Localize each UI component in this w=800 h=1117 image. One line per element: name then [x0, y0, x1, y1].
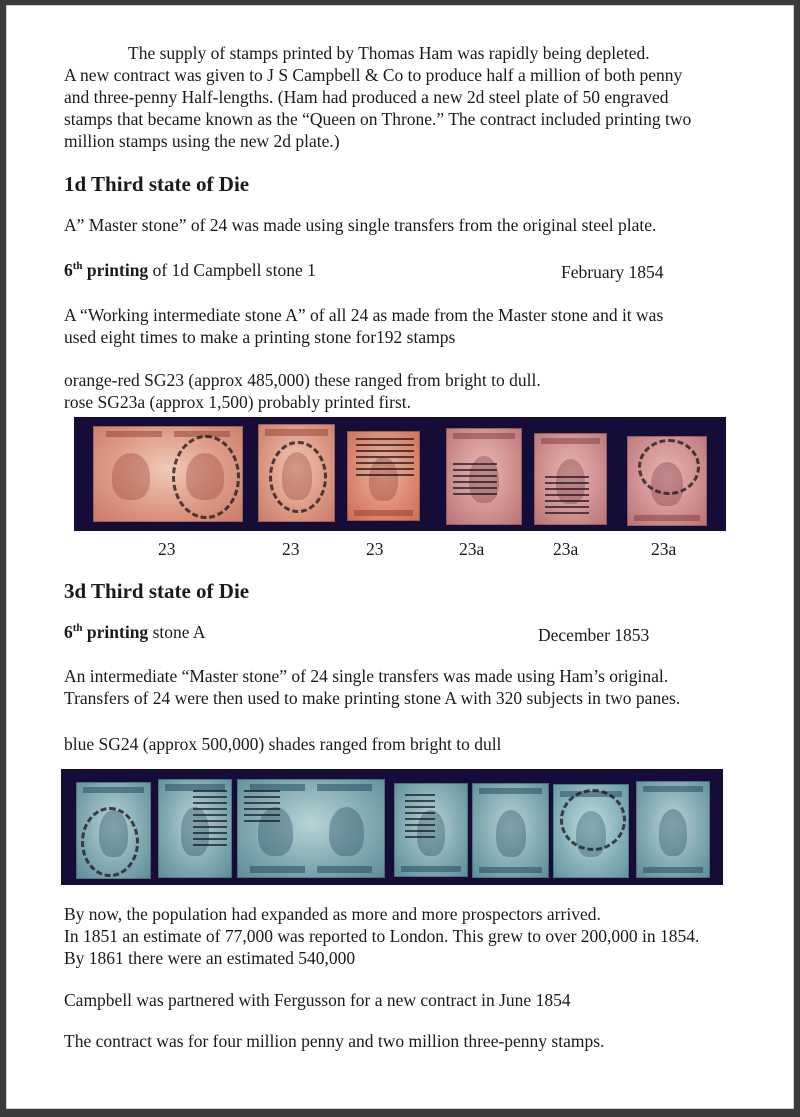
stamp-23a — [534, 433, 607, 525]
printing-ordinal: th — [72, 622, 83, 634]
working-stone-text — [64, 304, 663, 348]
stamp-24 — [158, 779, 232, 878]
partnership-text: Campbell was partnered with Fergusson for a new contract in June 1854 — [64, 990, 571, 1010]
printing-detail: of 1d Campbell stone 1 — [148, 260, 316, 280]
shade-3d-text: blue SG24 (approx 500,000) shades ranged from bright to dull — [64, 734, 502, 754]
intro-line: stamps that became known as the “Queen on Throne.” The contract included printing two — [64, 109, 692, 129]
intro-line: million stamps using the new 2d plate.) — [64, 131, 340, 151]
printing-3d-line — [64, 621, 206, 643]
album-page — [6, 5, 794, 1109]
printing-number: 6 — [64, 260, 73, 280]
stamp-caption: 23a — [459, 539, 485, 559]
intro-line: The supply of stamps printed by Thomas Ham was rapidly being depleted. — [128, 43, 650, 63]
stamp-strip-1d — [74, 417, 726, 531]
population-text — [64, 903, 699, 969]
population-line: By 1861 there were an estimated 540,000 — [64, 948, 356, 968]
printing-label: printing — [82, 260, 149, 280]
printing-1d-date: February 1854 — [561, 262, 664, 282]
working-line: used eight times to make a printing stone for192 stamps — [64, 327, 456, 347]
stamp-pair-24 — [237, 779, 385, 878]
population-line: In 1851 an estimate of 77,000 was reported to London. This grew to over 200,000 in 1854. — [64, 926, 700, 946]
printing-number: 6 — [64, 622, 73, 642]
population-line: By now, the population had expanded as more and more prospectors arrived. — [64, 904, 601, 924]
stamp-23 — [258, 424, 335, 522]
printing-ordinal: th — [72, 260, 83, 272]
shade-1d-text — [64, 369, 541, 413]
master-stone-text: A” Master stone” of 24 was made using single transfers from the original steel plate. — [64, 215, 657, 235]
section-1d-heading: 1d Third state of Die — [64, 172, 250, 196]
stamp-caption: 23 — [282, 539, 300, 559]
stamp-24 — [636, 781, 710, 878]
intro-line: and three-penny Half-lengths. (Ham had produced a new 2d steel plate of 50 engraved — [64, 87, 669, 107]
stamp-caption: 23a — [651, 539, 677, 559]
stamp-23a — [627, 436, 707, 526]
stamp-strip-3d — [61, 769, 723, 885]
stamp-24 — [553, 784, 629, 878]
printing-1d-line — [64, 259, 316, 281]
section-3d-heading: 3d Third state of Die — [64, 579, 250, 603]
stamp-caption: 23 — [158, 539, 176, 559]
stamp-caption: 23a — [553, 539, 579, 559]
contract-text: The contract was for four million penny and two million three-penny stamps. — [64, 1031, 605, 1051]
stamp-24 — [472, 783, 549, 878]
stamp-caption: 23 — [366, 539, 384, 559]
stamp-24 — [394, 783, 468, 877]
shade-line: rose SG23a (approx 1,500) probably printed first. — [64, 392, 412, 412]
working-line: A “Working intermediate stone A” of all 24 as made from the Master stone and it was — [64, 305, 664, 325]
printing-3d-date: December 1853 — [538, 625, 650, 645]
intro-paragraph — [64, 42, 691, 152]
intro-line: A new contract was given to J S Campbell & Co to produce half a million of both penny — [64, 65, 683, 85]
printing-detail: stone A — [148, 622, 206, 642]
master-line: Transfers of 24 were then used to make printing stone A with 320 subjects in two panes. — [64, 688, 681, 708]
master-line: An intermediate “Master stone” of 24 single transfers was made using Ham’s original. — [64, 666, 669, 686]
stamp-24 — [76, 782, 151, 879]
shade-line: orange-red SG23 (approx 485,000) these ranged from bright to dull. — [64, 370, 541, 390]
master-3d-text — [64, 665, 680, 709]
stamp-23a — [446, 428, 522, 525]
printing-label: printing — [82, 622, 149, 642]
stamp-pair-23 — [93, 426, 243, 522]
stamp-23 — [347, 431, 420, 521]
